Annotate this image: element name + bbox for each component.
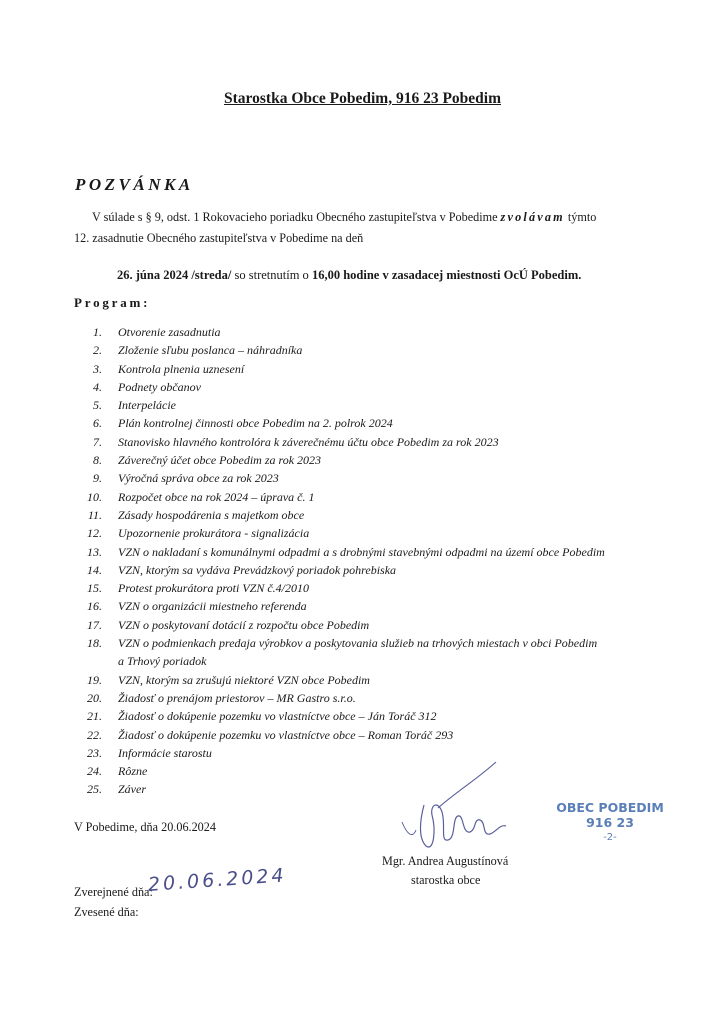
program-item (70, 762, 605, 780)
program-item-text: Stanovisko hlavného kontrolóra k záverečnému účtu obce Pobedim za rok 2023 (118, 434, 499, 449)
program-item-number: 1. (93, 325, 102, 339)
program-item-text: Záver (118, 782, 146, 797)
program-item-text: Žiadosť o dokúpenie pozemku vo vlastníctve obce – Roman Toráč 293 (118, 727, 454, 742)
program-item-number: 9. (93, 471, 102, 486)
program-item (70, 561, 605, 579)
program-item (70, 433, 605, 451)
program-item (70, 726, 605, 744)
intro-text-1: V súlade s § 9, odst. 1 Rokovacieho poriadku Obecného zastupiteľstva v Pobedime (92, 210, 501, 224)
program-label: Program: (74, 295, 151, 310)
program-item-text: Otvorenie zasadnutia (118, 325, 221, 339)
program-item (70, 543, 605, 561)
program-item-text: Rôzne (118, 764, 148, 779)
program-list (70, 323, 605, 799)
program-item-number: 10. (87, 489, 102, 504)
meeting-time-place: 16,00 hodine v zasadacej miestnosti OcÚ Pobedim. (311, 268, 582, 282)
program-item-text: VZN, ktorým sa zrušujú niektoré VZN obce Pobedim (118, 672, 370, 687)
program-item (70, 616, 605, 634)
program-item-number: 17. (87, 617, 102, 632)
published-date-handwritten: 20.06.2024 (147, 864, 288, 896)
meeting-date: 26. júna 2024 /streda/ (117, 268, 232, 282)
program-item-number: 12. (87, 526, 102, 541)
program-item-number: 18. (87, 636, 102, 651)
program-item-number: 2. (93, 343, 102, 358)
program-item-text: Zásady hospodárenia s majetkom obce (118, 507, 305, 522)
program-item-number: 24. (87, 764, 102, 779)
program-item (70, 707, 605, 725)
program-item-text: Plán kontrolnej činnosti obce Pobedim na 2. polrok 2024 (118, 416, 393, 431)
stamp-line-1: OBEC POBEDIM (556, 800, 664, 815)
meeting-date-line (117, 268, 581, 283)
intro-line-1 (92, 210, 596, 225)
program-item (70, 597, 605, 615)
program-item-number: 7. (93, 434, 102, 449)
program-item (70, 451, 605, 469)
program-item-number: 22. (87, 727, 102, 742)
program-item-text: VZN o nakladaní s komunálnymi odpadmi a s drobnými stavebnými odpadmi na území obce Pobedim (118, 544, 605, 559)
program-item (70, 378, 605, 396)
program-item-text: VZN o poskytovaní dotácií z rozpočtu obce Pobedim (118, 617, 370, 632)
program-item-text: Zloženie sľubu poslanca – náhradníka (118, 343, 303, 358)
stamp-line-2: 916 23 (586, 815, 634, 830)
document-heading: Starostka Obce Pobedim, 916 23 Pobedim (224, 90, 501, 107)
program-item-number: 14. (87, 562, 102, 577)
program-item-text-continued: a Trhový poriadok (118, 654, 207, 669)
intro-line-2: 12. zasadnutie Obecného zastupiteľstva v Pobedime na deň (74, 231, 364, 245)
published-label: Zverejnené dňa: (74, 885, 153, 899)
program-item-text: Podnety občanov (118, 379, 201, 394)
municipal-stamp (540, 800, 680, 845)
program-item-number: 15. (87, 581, 102, 596)
intro-text-2: týmto (564, 210, 597, 224)
program-item-text: Výročná správa obce za rok 2023 (118, 471, 279, 486)
program-item (70, 524, 605, 542)
program-item-number: 8. (93, 453, 102, 468)
stamp-line-3: -2- (603, 832, 617, 843)
program-item (70, 341, 605, 359)
place-and-date: V Pobedime, dňa 20.06.2024 (74, 820, 216, 834)
signer-name: Mgr. Andrea Augustínová (382, 854, 509, 868)
program-item-number: 6. (93, 416, 102, 431)
signer-role: starostka obce (411, 873, 481, 887)
program-item-text: Rozpočet obce na rok 2024 – úprava č. 1 (118, 489, 315, 504)
program-item-text: Kontrola plnenia uznesení (118, 361, 245, 376)
program-item (70, 689, 605, 707)
program-item (70, 323, 605, 341)
program-item-number: 20. (87, 690, 102, 705)
program-item-number: 21. (87, 709, 102, 724)
program-item-text: VZN, ktorým sa vydáva Prevádzkový poriadok pohrebiska (118, 562, 397, 577)
meeting-date-mid: so stretnutím o (231, 268, 312, 282)
program-item-text: Informácie starostu (118, 745, 212, 760)
program-item-number: 4. (93, 379, 102, 394)
removed-label: Zvesené dňa: (74, 905, 139, 919)
program-item-number: 25. (87, 782, 102, 797)
program-item-number: 11. (87, 507, 102, 522)
program-item (70, 579, 605, 597)
program-item (70, 360, 605, 378)
program-item (70, 488, 605, 506)
program-item (70, 744, 605, 762)
program-item-text: Záverečný účet obce Pobedim za rok 2023 (118, 453, 322, 468)
program-item-text: VZN o podmienkach predaja výrobkov a poskytovania služieb na trhových miestach v obci Pobedim (118, 636, 598, 651)
program-item-text: Žiadosť o dokúpenie pozemku vo vlastníctve obce – Ján Toráč 312 (118, 709, 437, 724)
intro-emphasis: zvolávam (500, 210, 565, 224)
program-item-number: 16. (87, 599, 102, 614)
program-item-number: 13. (87, 544, 102, 559)
program-item (70, 780, 605, 798)
program-item (70, 671, 605, 689)
program-item-text: Upozornenie prokurátora - signalizácia (118, 526, 310, 541)
invitation-title: POZVÁNKA (75, 175, 194, 194)
program-item (70, 506, 605, 524)
handwritten-signature (396, 760, 521, 855)
program-item (70, 634, 605, 671)
program-item (70, 396, 605, 414)
program-item-number: 3. (93, 361, 102, 376)
program-item-text: Interpelácie (118, 398, 176, 413)
program-item-text: Protest prokurátora proti VZN č.4/2010 (118, 581, 310, 596)
program-item (70, 414, 605, 432)
program-item-number: 5. (93, 398, 102, 413)
program-item-text: Žiadosť o prenájom priestorov – MR Gastro s.r.o. (118, 690, 356, 705)
program-item-number: 23. (87, 745, 102, 760)
program-item-number: 19. (87, 672, 102, 687)
program-item (70, 469, 605, 487)
program-item-text: VZN o organizácii miestneho referenda (118, 599, 307, 614)
